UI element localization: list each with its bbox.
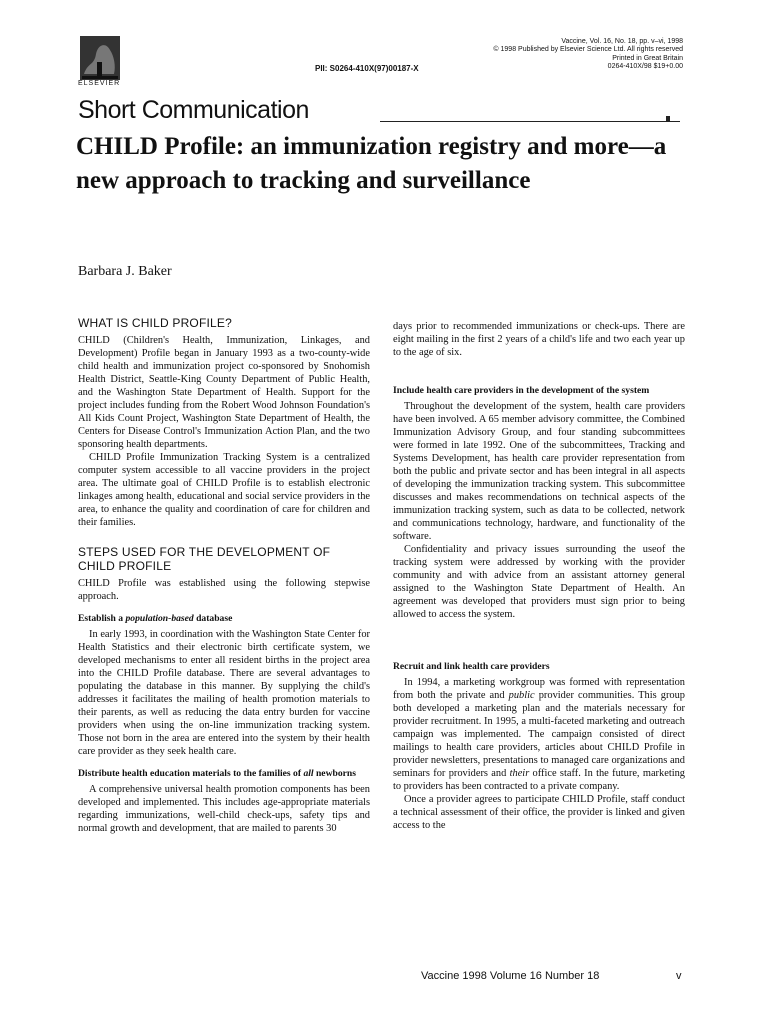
- subheading-emphasis: all: [303, 768, 314, 779]
- body-paragraph: CHILD Profile was established using the following stepwise approach.: [78, 578, 370, 602]
- body-paragraph: A comprehensive universal health promotion components has been developed and implemented. This includes age-appropriate materials regarding immunizations, well-child check-ups, safety tips and normal growth and development, that are mailed to parents 30: [78, 784, 370, 834]
- header-rule-mark: [666, 116, 670, 121]
- body-paragraph: Confidentiality and privacy issues surrounding the useof the tracking system were addressed by working with the provider community and with advice from an assistant attorney general assigned to the Washington State Department of Health. An agreement was developed that providers must sign prior to being allowed to access the system.: [393, 544, 685, 620]
- subsection-heading: Include health care providers in the development of the system: [393, 385, 650, 396]
- text-run: office staff. In the future, marketing to providers has been contracted to a private company.: [393, 768, 685, 792]
- author-name: Barbara J. Baker: [78, 264, 172, 279]
- pii-code: PII: S0264-410X(97)00187-X: [315, 64, 419, 73]
- text-run: provider communities. This group both developed a marketing plan and the materials necessary for provider recruitment. In 1995, a multi-faceted marketing and outreach campaign was implemented. The campaign consisted of direct mailings to health care providers, articles about CHILD Profile in provider newsletters, presentations to managed care organizations and seminars for providers and: [393, 690, 685, 779]
- article-type-label: Short Communication: [78, 96, 309, 124]
- section-heading: WHAT IS CHILD PROFILE?: [78, 316, 232, 330]
- pub-line: 0264-410X/98 $19+0.00: [607, 63, 683, 71]
- left-column: [78, 316, 370, 835]
- subheading-text: Distribute health education materials to the families of: [78, 768, 304, 779]
- pub-line: Printed in Great Britain: [612, 54, 683, 62]
- body-paragraph: CHILD (Children's Health, Immunization, Linkages, and Development) Profile began in January 1993 as a two-county-wide child health and immunization project co-sponsored by Snohomish Health District, Seattle-King County Department of Public Health, and the Washington State Department of Health. Support for the project includes funding from the Robert Wood Johnson Foundation's All Kids Count Project, Washington State Department of Health, the Centers for Disease Control's Immunization Action Plan, and the two sponsoring health departments.: [78, 335, 370, 450]
- subheading-text: newborns: [313, 768, 356, 779]
- page-number: v: [676, 970, 682, 982]
- body-paragraph: Throughout the development of the system, health care providers have been involved. A 65 member advisory committee, the Combined Immunization Advisory Group, and four standing subcommittees were formed in late 1992. One of the subcommittees, Tracking and Systems Development, has health care provider representation from both the public and private sector and has been integral in all aspects of developing the immunization tracking system. This subcommittee discusses and makes recommendations on technical aspects of the immunization tracking system, such as data to be collected, network and communications technology, hardware, and functionality of the software.: [393, 401, 685, 542]
- text-run: In 1994, a marketing workgroup was formed with representation from both the private and: [393, 677, 685, 701]
- body-paragraph: CHILD Profile Immunization Tracking System is a centralized computer system accessible to all vaccine providers in the project area. The ultimate goal of CHILD Profile is to establish electronic linkages among health, educational and social service providers in the area, to enhance the quality and coordination of care for children and their families.: [78, 452, 370, 528]
- publication-info: [493, 38, 683, 72]
- spacer: [393, 621, 685, 651]
- subheading-text: Establish a: [78, 613, 126, 624]
- header-rule: [380, 121, 680, 122]
- body-paragraph: [393, 676, 685, 793]
- right-column: [393, 320, 685, 832]
- logo-wordmark: ELSEVIER: [78, 80, 121, 87]
- body-paragraph: Once a provider agrees to participate CHILD Profile, staff conduct a technical assessment of their office, the provider is linked and given access to the: [393, 794, 685, 831]
- section-heading: STEPS USED FOR THE DEVELOPMENT OF CHILD PROFILE: [78, 545, 331, 573]
- article-title: CHILD Profile: an immunization registry and more—a new approach to tracking and surveillance: [76, 133, 667, 194]
- pub-line: © 1998 Published by Elsevier Science Ltd. All rights reserved: [493, 46, 683, 54]
- body-paragraph: days prior to recommended immunizations or check-ups. There are eight mailing in the first 2 years of a child's life and two each year up to the age of six.: [393, 321, 685, 358]
- body-paragraph: In early 1993, in coordination with the Washington State Center for Health Statistics and their electronic birth certificate system, we developed mechanisms to enter all resident births in the project area into the CHILD Profile database. There are several advantages to populating the database in this manner. By supplying the child's addresses it facilitates the mailing of health promotion materials to their parents, as well as reducing the data entry burden for vaccine providers when using the on-line immunization tracking system. Those not born in the area are entered into the system by their health care provider as they seek health care.: [78, 629, 370, 757]
- text-emphasis: their: [509, 768, 530, 779]
- subsection-heading: Recruit and link health care providers: [393, 661, 550, 672]
- subsection-heading: [78, 613, 370, 625]
- subheading-emphasis: population-based: [125, 613, 194, 624]
- footer-journal-info: Vaccine 1998 Volume 16 Number 18: [421, 970, 600, 982]
- spacer: [393, 359, 685, 375]
- subsection-heading: [78, 768, 370, 780]
- text-emphasis: public: [508, 690, 535, 701]
- subheading-text: database: [193, 613, 233, 624]
- pub-line: Vaccine, Vol. 16, No. 18, pp. v–vi, 1998: [561, 38, 683, 45]
- spacer: [78, 529, 370, 545]
